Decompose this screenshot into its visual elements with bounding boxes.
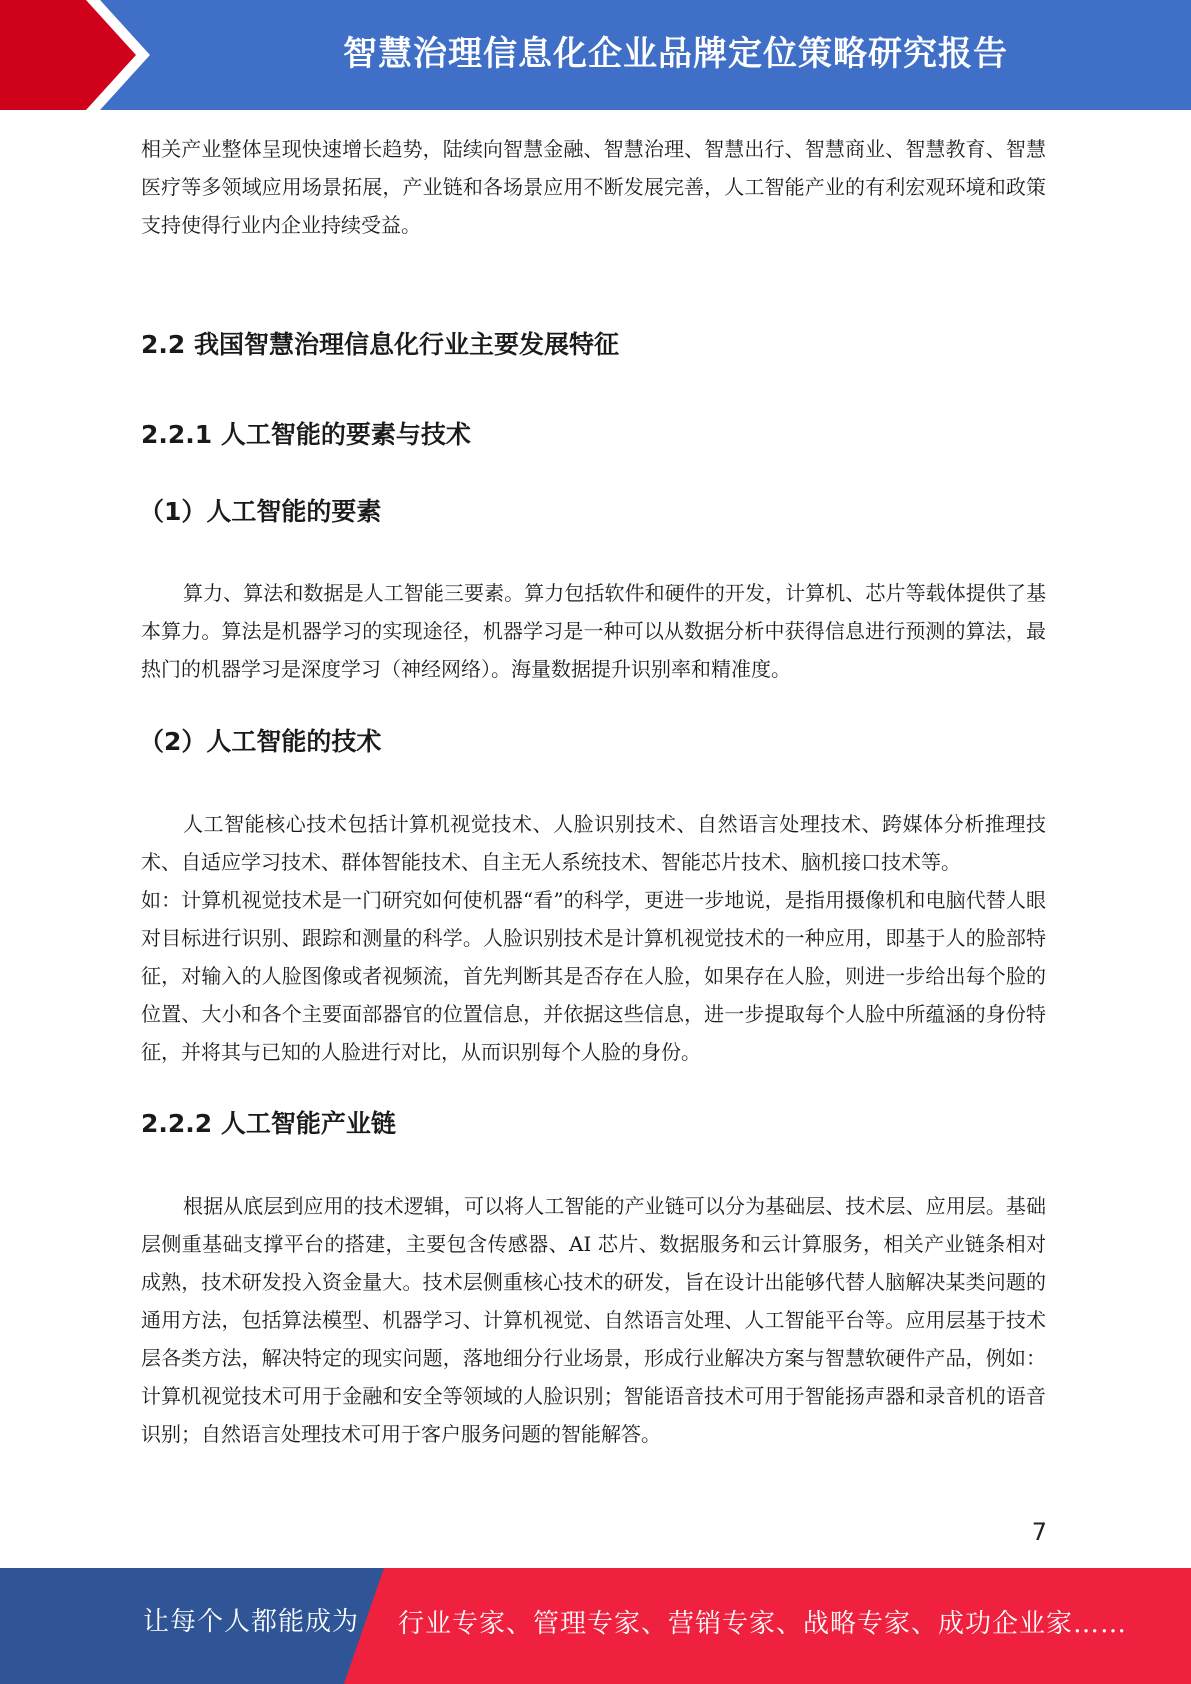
footer-slogan-left: 让每个人都能成为 <box>143 1607 360 1637</box>
elements-paragraph: 算力、算法和数据是人工智能三要素。算力包括软件和硬件的开发，计算机、芯片等载体提供了基本算力。算法是机器学习的实现途径，机器学习是一种可以从数据分析中获得信息进行预测的算法，最热门的机器学习是深度学习（神经网络）。海量数据提升识别率和精准度。 <box>141 581 1046 681</box>
industry-chain-paragraph: 根据从底层到应用的技术逻辑，可以将人工智能的产业链可以分为基础层、技术层、应用层。基础层侧重基础支撑平台的搭建，主要包含传感器、AI 芯片、数据服务和云计算服务，相关产业链条相对成熟，技术研发投入资金量大。技术层侧重核心技术的研发，旨在设计出能够代替人脑解决某类问题的通用方法，包括算法模型、机器学习、计算机视觉、自然语言处理、人工智能平台等。应用层基于技术层各类方法，解决特定的现实问题，落地细分行业场景，形成行业解决方案与智慧软硬件产品，例如：计算机视觉技术可用于金融和安全等领域的人脸识别；智能语音技术可用于智能扬声器和录音机的语音识别；自然语言处理技术可用于客户服务问题的智能解答。 <box>141 1194 1046 1446</box>
technology-paragraph: 人工智能核心技术包括计算机视觉技术、人脸识别技术、自然语言处理技术、跨媒体分析推理技术、自适应学习技术、群体智能技术、自主无人系统技术、智能芯片技术、脑机接口技术等。 <box>141 812 1046 874</box>
section-heading-2-2-1: 2.2.1 人工智能的要素与技术 <box>141 420 471 449</box>
report-title: 智慧治理信息化企业品牌定位策略研究报告 <box>343 34 1008 74</box>
technology-example-paragraph: 如：计算机视觉技术是一门研究如何使机器“看”的科学，更进一步地说，是指用摄像机和电脑代替人眼对目标进行识别、跟踪和测量的科学。人脸识别技术是计算机视觉技术的一种应用，即基于人的脸部特征，对输入的人脸图像或者视频流，首先判断其是否存在人脸，如果存在人脸，则进一步给出每个脸的位置、大小和各个主要面部器官的位置信息，并依据这些信息，进一步提取每个人脸中所蕴涵的身份特征，并将其与已知的人脸进行对比，从而识别每个人脸的身份。 <box>141 888 1046 1064</box>
page-header <box>0 0 1191 110</box>
subheading-elements: （1）人工智能的要素 <box>139 497 382 526</box>
header-chevron-graphic <box>0 0 200 110</box>
page-footer <box>0 1568 1191 1684</box>
section-heading-2-2: 2.2 我国智慧治理信息化行业主要发展特征 <box>141 330 619 359</box>
page-number: 7 <box>1031 1518 1047 1546</box>
document-body <box>141 130 1046 244</box>
subheading-technology: （2）人工智能的技术 <box>139 727 382 756</box>
intro-paragraph: 相关产业整体呈现快速增长趋势，陆续向智慧金融、智慧治理、智慧出行、智慧商业、智慧教育、智慧医疗等多领域应用场景拓展，产业链和各场景应用不断发展完善，人工智能产业的有利宏观环境和政策支持使得行业内企业持续受益。 <box>141 137 1046 237</box>
footer-slogan-right: 行业专家、管理专家、营销专家、战略专家、成功企业家…… <box>398 1609 1128 1639</box>
section-heading-2-2-2: 2.2.2 人工智能产业链 <box>141 1109 396 1138</box>
